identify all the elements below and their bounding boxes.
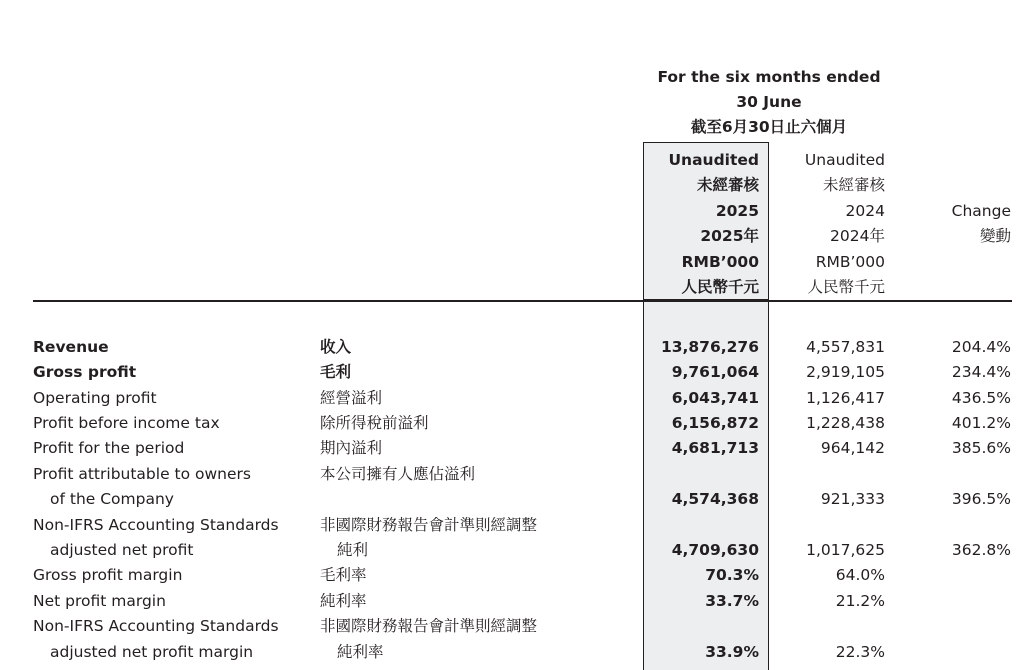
row-revenue-2025: 13,876,276: [660, 338, 759, 356]
col-2025-unit-zh: 人民幣千元: [681, 278, 759, 296]
row-adj-net-profit-2025: 4,709,630: [671, 541, 759, 559]
row-profit-period-label-zh: 期內溢利: [320, 439, 383, 457]
row-adj-net-profit-change: 362.8%: [951, 541, 1011, 559]
row-gross-profit-change: 234.4%: [951, 363, 1011, 381]
row-attributable-change: 396.5%: [951, 490, 1011, 508]
row-attributable-2025: 4,574,368: [671, 490, 759, 508]
row-attributable-label-zh: 本公司擁有人應佔溢利: [320, 465, 476, 483]
row-adj-npm-2025: 33.9%: [705, 643, 759, 661]
row-adj-npm-label: Non-IFRS Accounting Standards: [33, 617, 279, 635]
row-profit-period-2024: 964,142: [820, 439, 885, 457]
row-gpm-label-zh: 毛利率: [320, 566, 367, 584]
row-gross-profit-2025: 9,761,064: [671, 363, 759, 381]
row-pbt-change: 401.2%: [951, 414, 1011, 432]
row-revenue-change: 204.4%: [951, 338, 1011, 356]
row-attributable-label: Profit attributable to owners: [33, 465, 251, 483]
row-adj-npm-label-line2: adjusted net profit margin: [50, 643, 254, 661]
row-attributable-label-line2: of the Company: [50, 490, 174, 508]
row-npm-label-zh: 純利率: [320, 592, 367, 610]
row-gpm-2024: 64.0%: [835, 566, 885, 584]
row-pbt-2024: 1,228,438: [806, 414, 885, 432]
row-gpm-label: Gross profit margin: [33, 566, 183, 584]
col-2025-year-zh: 2025年: [700, 227, 759, 245]
col-change-zh: 變動: [979, 227, 1011, 245]
row-operating-profit-label: Operating profit: [33, 389, 157, 407]
col-2024-year-zh: 2024年: [830, 227, 885, 245]
row-adj-net-profit-label: Non-IFRS Accounting Standards: [33, 516, 279, 534]
col-2024-audit-zh: 未經審核: [822, 176, 885, 194]
row-adj-net-profit-label-line2: adjusted net profit: [50, 541, 194, 559]
row-adj-npm-label-zh-line2: 純利率: [337, 643, 384, 661]
col-2024-audit: Unaudited: [804, 151, 885, 169]
row-operating-profit-2024: 1,126,417: [806, 389, 885, 407]
col-2024-year: 2024: [845, 202, 885, 220]
row-adj-net-profit-label-zh-line2: 純利: [337, 541, 369, 559]
header-rule: [33, 300, 1012, 302]
row-revenue-2024: 4,557,831: [806, 338, 885, 356]
col-2025-unit: RMB’000: [681, 253, 759, 271]
row-pbt-label: Profit before income tax: [33, 414, 220, 432]
row-npm-label: Net profit margin: [33, 592, 166, 610]
row-gross-profit-2024: 2,919,105: [806, 363, 885, 381]
col-2025-audit-zh: 未經審核: [696, 176, 759, 194]
row-profit-period-2025: 4,681,713: [671, 439, 759, 457]
row-adj-net-profit-2024: 1,017,625: [806, 541, 885, 559]
col-2025-year: 2025: [715, 202, 759, 220]
row-gpm-2025: 70.3%: [705, 566, 759, 584]
period-zh: 截至6月30日止六個月: [690, 118, 848, 136]
row-operating-profit-2025: 6,043,741: [671, 389, 759, 407]
col-2025-audit: Unaudited: [668, 151, 759, 169]
row-pbt-2025: 6,156,872: [671, 414, 759, 432]
row-adj-npm-2024: 22.3%: [835, 643, 885, 661]
row-pbt-label-zh: 除所得稅前溢利: [320, 414, 429, 432]
row-gross-profit-label: Gross profit: [33, 363, 137, 381]
row-profit-period-label: Profit for the period: [33, 439, 185, 457]
period-line2: 30 June: [736, 93, 802, 111]
row-adj-net-profit-label-zh: 非國際財務報告會計準則經調整: [320, 516, 538, 534]
row-operating-profit-label-zh: 經營溢利: [320, 389, 383, 407]
row-npm-2025: 33.7%: [705, 592, 759, 610]
row-npm-2024: 21.2%: [835, 592, 885, 610]
col-2024-unit-zh: 人民幣千元: [807, 278, 885, 296]
row-operating-profit-change: 436.5%: [951, 389, 1011, 407]
row-adj-npm-label-zh: 非國際財務報告會計準則經調整: [320, 617, 538, 635]
row-profit-period-change: 385.6%: [951, 439, 1011, 457]
col-change: Change: [951, 202, 1011, 220]
row-gross-profit-label-zh: 毛利: [320, 363, 352, 381]
period-line1: For the six months ended: [657, 68, 881, 86]
col-2024-unit: RMB’000: [815, 253, 885, 271]
row-attributable-2024: 921,333: [820, 490, 885, 508]
row-revenue-label: Revenue: [33, 338, 109, 356]
row-revenue-label-zh: 收入: [320, 338, 352, 356]
